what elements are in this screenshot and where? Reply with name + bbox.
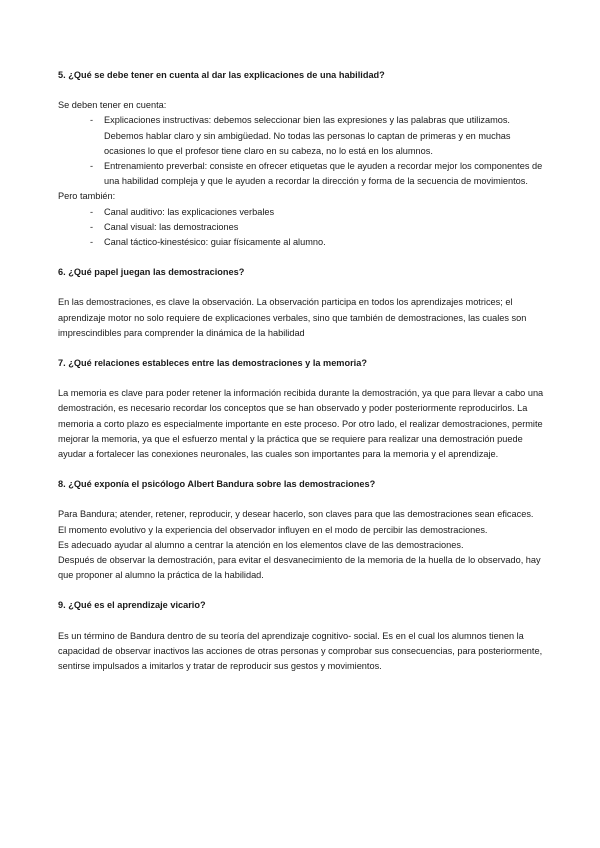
document-body: [58, 68, 544, 674]
list-item: [58, 220, 544, 235]
question-8-answer-line: Para Bandura; atender, retener, reproducir, y desear hacerlo, son claves para que las demostraciones sean eficaces.: [58, 509, 534, 520]
question-9-answer: Es un término de Bandura dentro de su teoría del aprendizaje cognitivo- social. Es en el cual los alumnos tienen la capacidad de observar inactivos las acciones de otras personas y comprobar sus consecuencias, para posteriormente, sentirse impulsados a imitarlos y tratar de reproducir sus gestos y movimientos.: [58, 630, 543, 672]
question-7-heading: 7. ¿Qué relaciones estableces entre las demostraciones y la memoria?: [58, 358, 367, 369]
dash-bullet-icon: -: [90, 206, 94, 217]
list-item-text: Entrenamiento preverbal: consiste en ofrecer etiquetas que le ayuden a recordar mejor los componentes de una habilidad compleja y que le ayuden a recordar la dirección y forma de la secuencia de movimientos.: [104, 161, 543, 187]
list-item-text: Canal auditivo: las explicaciones verbales: [104, 206, 275, 217]
dash-bullet-icon: -: [90, 237, 94, 248]
list-item-text: Canal visual: las demostraciones: [104, 221, 239, 232]
dash-bullet-icon: -: [90, 115, 94, 126]
dash-bullet-icon: -: [90, 161, 94, 172]
question-8-answer-line: El momento evolutivo y la experiencia del observador influyen en el modo de percibir las demostraciones.: [58, 524, 488, 535]
question-5-heading: 5. ¿Qué se debe tener en cuenta al dar las explicaciones de una habilidad?: [58, 70, 385, 80]
question-5-also: Pero también:: [58, 191, 116, 202]
channels-list: [58, 205, 544, 251]
question-6-answer: En las demostraciones, es clave la observación. La observación participa en todos los aprendizajes motrices; el aprendizaje motor no solo requiere de explicaciones verbales, sino que también de demostraciones, las cuales son imprescindibles para comprender la dinámica de la habilidad: [58, 297, 527, 338]
list-item: [58, 235, 544, 250]
question-5-intro: Se deben tener en cuenta:: [58, 100, 167, 111]
question-8-answer-line: Después de observar la demostración, para evitar el desvanecimiento de la memoria de la huella de lo observado, hay que proponer al alumno la práctica de la habilidad.: [58, 555, 541, 581]
question-8-answer-line: Es adecuado ayudar al alumno a centrar la atención en los elementos clave de las demostraciones.: [58, 539, 464, 550]
list-item: [58, 113, 544, 159]
list-item: [58, 205, 544, 220]
list-item: [58, 159, 544, 189]
dash-bullet-icon: -: [90, 221, 94, 232]
question-6-heading: 6. ¿Qué papel juegan las demostraciones?: [58, 267, 245, 278]
list-item-text: Canal táctico-kinestésico: guiar físicamente al alumno.: [104, 237, 326, 248]
question-9-heading: 9. ¿Qué es el aprendizaje vicario?: [58, 600, 206, 611]
list-item-text: Explicaciones instructivas: debemos seleccionar bien las expresiones y las palabras que utilizamos. Debemos hablar claro y sin ambigüedad. No todas las personas lo captan de primeras y en muchas ocasiones lo que el profesor tiene claro en su cabeza, no lo está en los alumnos.: [104, 115, 511, 156]
question-8-heading: 8. ¿Qué exponía el psicólogo Albert Bandura sobre las demostraciones?: [58, 479, 376, 490]
explanation-types-list: [58, 113, 544, 189]
question-7-answer: La memoria es clave para poder retener la información recibida durante la demostración, ya que para llevar a cabo una demostración, es necesario recordar los conceptos que se han observado y poder posteriormente reproducirlos. La memoria a corto plazo es especialmente importante en este proceso. Por otro lado, el realizar demostraciones, permite mejorar la memoria, ya que el esfuerzo mental y la práctica que se requiere para realizar una demostración puede ayudar a fortalecer las conexiones neuronales, las cuales son importantes para la memoria y el aprendizaje.: [58, 388, 544, 460]
